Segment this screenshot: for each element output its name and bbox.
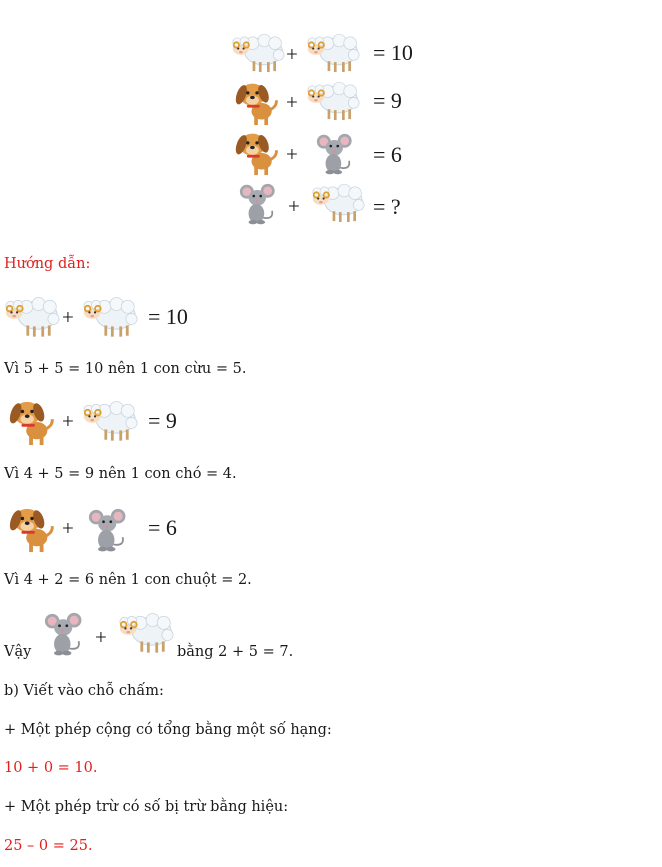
dog-icon bbox=[8, 505, 56, 553]
part-b-title: b) Viết vào chỗ chấm: bbox=[4, 683, 164, 699]
sheep-icon bbox=[4, 296, 60, 340]
dog-icon bbox=[234, 80, 280, 126]
mouse-icon bbox=[44, 610, 86, 656]
plus-sign: + bbox=[95, 625, 107, 649]
puzzle-result: = ? bbox=[373, 194, 401, 219]
question-2: + Một phép trừ có số bị trừ bằng hiệu: bbox=[4, 799, 289, 815]
sheep-icon bbox=[311, 183, 365, 225]
conclusion-prefix: Vậy bbox=[4, 644, 32, 660]
plus-sign: + bbox=[62, 516, 74, 540]
step-explanation: Vì 4 + 2 = 6 nên 1 con chuột = 2. bbox=[4, 572, 252, 588]
puzzle-result: = 6 bbox=[373, 142, 402, 167]
sheep-icon bbox=[82, 400, 138, 444]
plus-sign: + bbox=[286, 90, 298, 114]
conclusion-suffix: bằng 2 + 5 = 7. bbox=[177, 644, 294, 660]
plus-sign: + bbox=[62, 409, 74, 433]
sheep-icon bbox=[118, 612, 174, 656]
sheep-icon bbox=[82, 296, 138, 340]
guide-heading: Hướng dẫn: bbox=[4, 256, 91, 272]
sheep-icon bbox=[306, 33, 360, 75]
mouse-icon bbox=[316, 131, 356, 175]
puzzle-result: = 9 bbox=[373, 88, 402, 113]
sheep-icon bbox=[231, 33, 285, 75]
sheep-icon bbox=[306, 81, 360, 123]
puzzle-result: = 10 bbox=[373, 40, 413, 65]
dog-icon bbox=[234, 130, 280, 176]
step-explanation: Vì 4 + 5 = 9 nên 1 con chó = 4. bbox=[4, 466, 237, 482]
plus-sign: + bbox=[286, 42, 298, 66]
step-result: = 9 bbox=[148, 408, 177, 433]
answer-1: 10 + 0 = 10. bbox=[4, 760, 98, 776]
mouse-icon bbox=[88, 506, 130, 552]
step-result: = 10 bbox=[148, 304, 188, 329]
answer-2: 25 – 0 = 25. bbox=[4, 838, 93, 854]
step-explanation: Vì 5 + 5 = 10 nên 1 con cừu = 5. bbox=[4, 361, 247, 377]
question-1: + Một phép cộng có tổng bằng một số hạng: bbox=[4, 722, 332, 738]
mouse-icon bbox=[239, 181, 279, 225]
dog-icon bbox=[8, 398, 56, 446]
step-result: = 6 bbox=[148, 515, 177, 540]
plus-sign: + bbox=[62, 305, 74, 329]
plus-sign: + bbox=[288, 194, 300, 218]
plus-sign: + bbox=[286, 142, 298, 166]
